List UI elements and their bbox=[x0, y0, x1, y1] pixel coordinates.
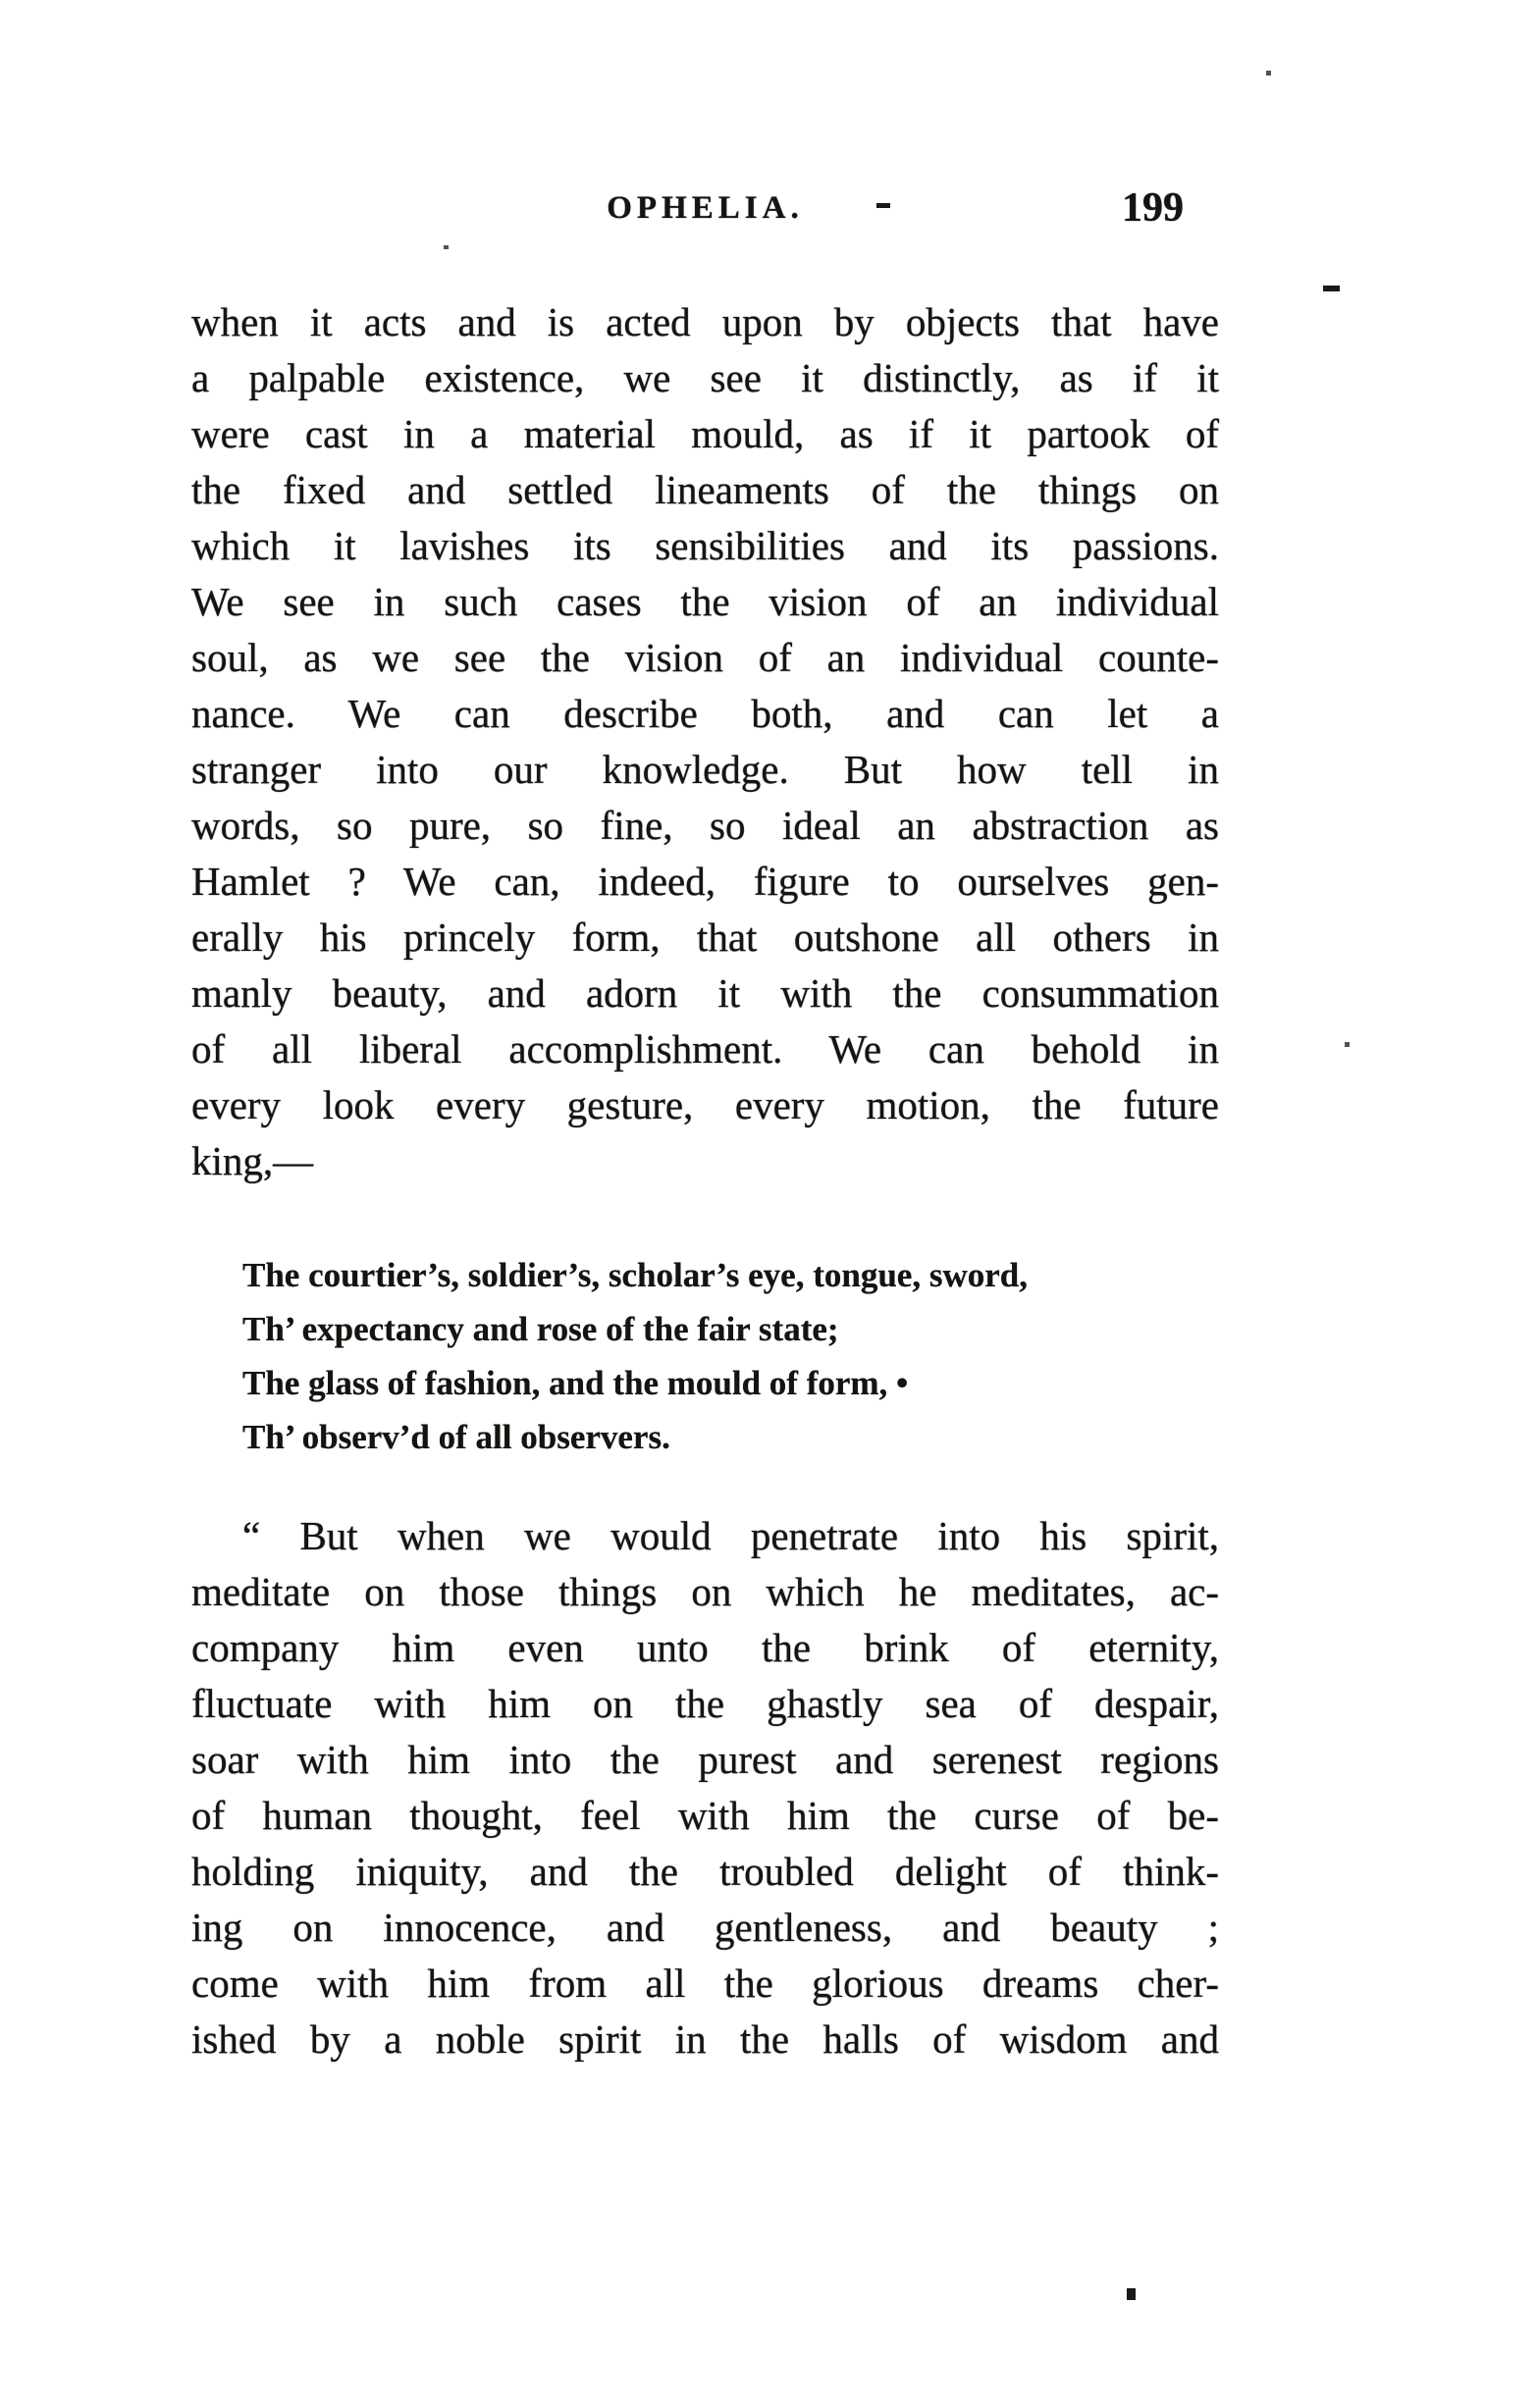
verse-line: The glass of fashion, and the mould of form, • bbox=[242, 1364, 909, 1402]
text-line: were cast in a material mould, as if it partook of bbox=[191, 411, 1219, 456]
text-line: soar with him into the purest and serenest regions bbox=[191, 1737, 1219, 1782]
text-line: stranger into our knowledge. But how tell in bbox=[191, 747, 1219, 792]
text-line: Hamlet ? We can, indeed, figure to ourselves gen- bbox=[191, 859, 1219, 904]
text-line: the fixed and settled lineaments of the things on bbox=[191, 467, 1219, 512]
text-line: of human thought, feel with him the curse of be- bbox=[191, 1793, 1219, 1838]
page-number: 199 bbox=[1122, 185, 1184, 231]
scan-artifact bbox=[444, 245, 449, 249]
text-line: every look every gesture, every motion, the future bbox=[191, 1082, 1219, 1127]
verse-line: Th’ observ’d of all observers. bbox=[242, 1418, 670, 1456]
verse-quotation bbox=[191, 1248, 1219, 1464]
text-line: words, so pure, so fine, so ideal an abstraction as bbox=[191, 803, 1219, 848]
scan-artifact bbox=[1345, 1042, 1350, 1047]
text-line: erally his princely form, that outshone all others in bbox=[191, 915, 1219, 960]
text-line: king,— bbox=[191, 1138, 314, 1183]
text-line: meditate on those things on which he meditates, ac- bbox=[191, 1569, 1219, 1614]
scan-artifact bbox=[876, 203, 890, 208]
text-line: ing on innocence, and gentleness, and beauty ; bbox=[191, 1905, 1219, 1950]
running-head bbox=[191, 185, 1219, 236]
scan-artifact bbox=[1127, 2288, 1136, 2300]
text-line: “ But when we would penetrate into his spirit, bbox=[242, 1513, 1219, 1558]
page-title: OPHELIA. bbox=[607, 190, 804, 226]
paragraph-1 bbox=[191, 294, 1219, 1189]
verse-line: Th’ expectancy and rose of the fair state; bbox=[242, 1310, 839, 1348]
scan-artifact bbox=[1266, 71, 1271, 76]
text-line: We see in such cases the vision of an individual bbox=[191, 579, 1219, 624]
text-line: manly beauty, and adorn it with the consummation bbox=[191, 970, 1219, 1016]
text-line: company him even unto the brink of eternity, bbox=[191, 1625, 1219, 1670]
text-line: nance. We can describe both, and can let a bbox=[191, 691, 1219, 736]
scan-artifact bbox=[1323, 286, 1340, 291]
text-line: a palpable existence, we see it distinctly, as if it bbox=[191, 355, 1219, 400]
text-line: come with him from all the glorious dreams cher- bbox=[191, 1961, 1219, 2006]
paragraph-2 bbox=[191, 1508, 1219, 2068]
text-line: fluctuate with him on the ghastly sea of despair, bbox=[191, 1681, 1219, 1726]
text-line: when it acts and is acted upon by objects that have bbox=[191, 299, 1219, 344]
verse-line: The courtier’s, soldier’s, scholar’s eye, tongue, sword, bbox=[242, 1256, 1028, 1294]
text-line: which it lavishes its sensibilities and its passions. bbox=[191, 523, 1219, 568]
text-line: ished by a noble spirit in the halls of wisdom and bbox=[191, 2016, 1219, 2062]
text-line: holding iniquity, and the troubled delight of think- bbox=[191, 1849, 1219, 1894]
text-line: soul, as we see the vision of an individual counte- bbox=[191, 635, 1219, 680]
text-line: of all liberal accomplishment. We can behold in bbox=[191, 1026, 1219, 1072]
